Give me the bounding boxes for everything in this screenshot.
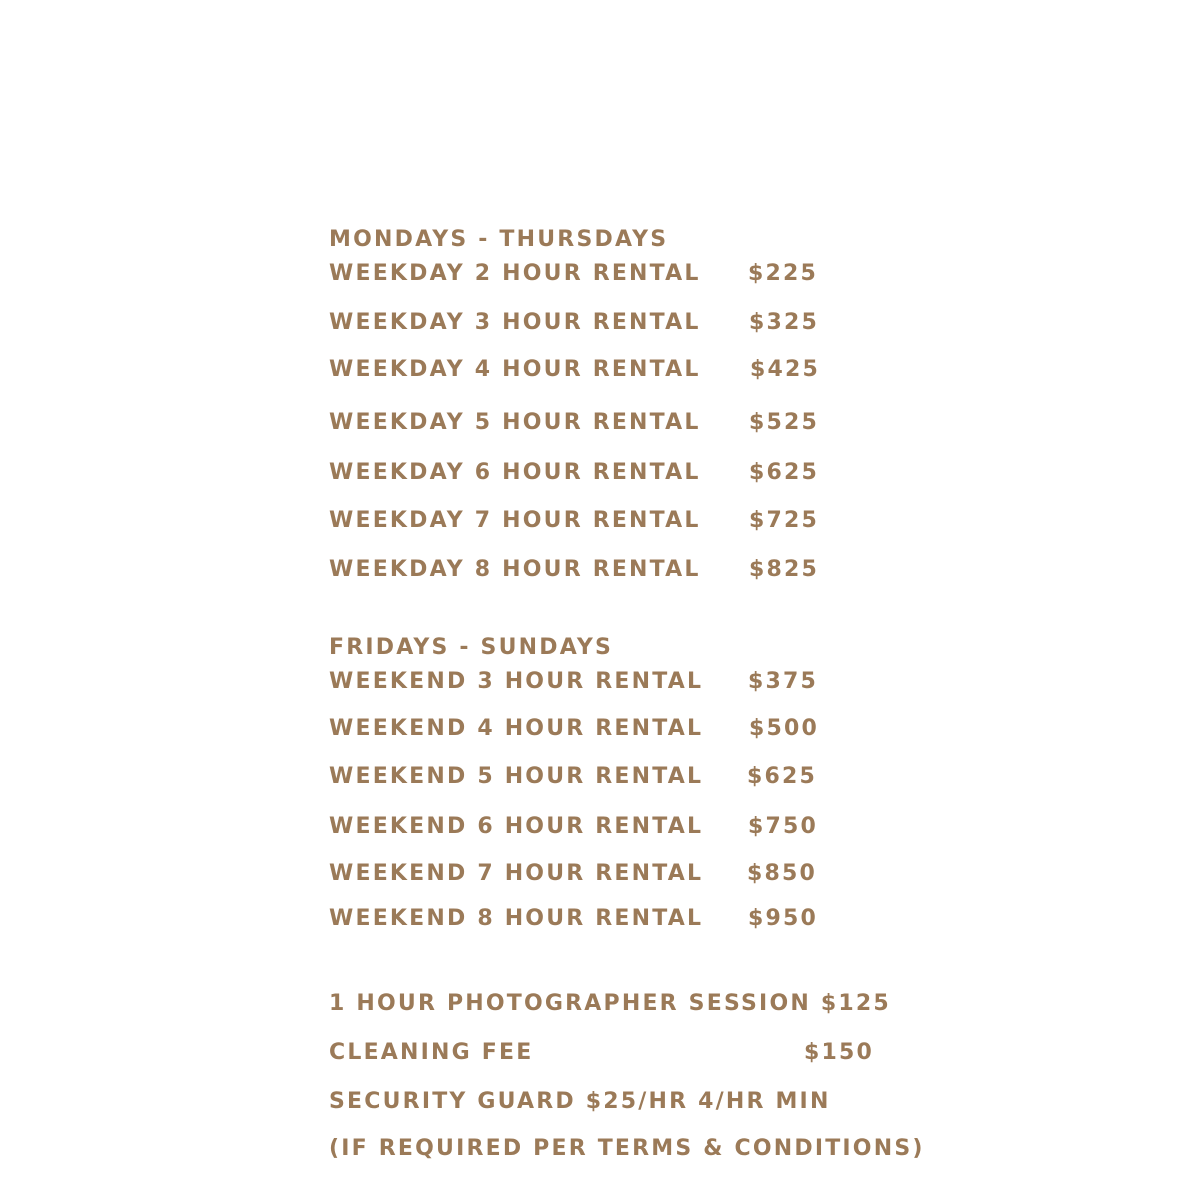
weekday-4-hour-price: $425 [750,357,821,382]
weekday-3-hour-price: $325 [749,310,820,335]
weekday-6-hour-label: WEEKDAY 6 HOUR RENTAL [329,460,701,485]
security-note: (IF REQUIRED PER TERMS & CONDITIONS) [329,1136,925,1161]
weekend-4-hour-label: WEEKEND 4 HOUR RENTAL [329,716,704,741]
weekend-5-hour-price: $625 [747,764,818,789]
security-guard: SECURITY GUARD $25/HR 4/HR MIN [329,1089,831,1114]
cleaning-fee-label: CLEANING FEE [329,1040,534,1065]
weekend-6-hour-price: $750 [748,814,819,839]
weekday-6-hour-price: $625 [749,460,820,485]
weekday-3-hour-label: WEEKDAY 3 HOUR RENTAL [329,310,701,335]
weekend-7-hour-label: WEEKEND 7 HOUR RENTAL [329,861,704,886]
weekend-4-hour-price: $500 [749,716,820,741]
weekend-3-hour-price: $375 [748,669,819,694]
weekend-6-hour-label: WEEKEND 6 HOUR RENTAL [329,814,704,839]
weekday-8-hour-label: WEEKDAY 8 HOUR RENTAL [329,557,701,582]
cleaning-fee-price: $150 [804,1040,875,1065]
weekend-3-hour-label: WEEKEND 3 HOUR RENTAL [329,669,704,694]
weekday-2-hour-label: WEEKDAY 2 HOUR RENTAL [329,261,701,286]
weekend-heading: FRIDAYS - SUNDAYS [329,635,614,660]
weekend-5-hour-label: WEEKEND 5 HOUR RENTAL [329,764,704,789]
photographer-session: 1 HOUR PHOTOGRAPHER SESSION $125 [329,991,891,1016]
weekend-7-hour-price: $850 [747,861,818,886]
weekday-5-hour-price: $525 [749,410,820,435]
weekend-8-hour-label: WEEKEND 8 HOUR RENTAL [329,906,704,931]
weekday-4-hour-label: WEEKDAY 4 HOUR RENTAL [329,357,701,382]
weekday-heading: MONDAYS - THURSDAYS [329,227,669,252]
weekday-8-hour-price: $825 [749,557,820,582]
weekend-8-hour-price: $950 [748,906,819,931]
weekday-2-hour-price: $225 [748,261,819,286]
weekday-7-hour-label: WEEKDAY 7 HOUR RENTAL [329,508,701,533]
weekday-5-hour-label: WEEKDAY 5 HOUR RENTAL [329,410,701,435]
weekday-7-hour-price: $725 [749,508,820,533]
